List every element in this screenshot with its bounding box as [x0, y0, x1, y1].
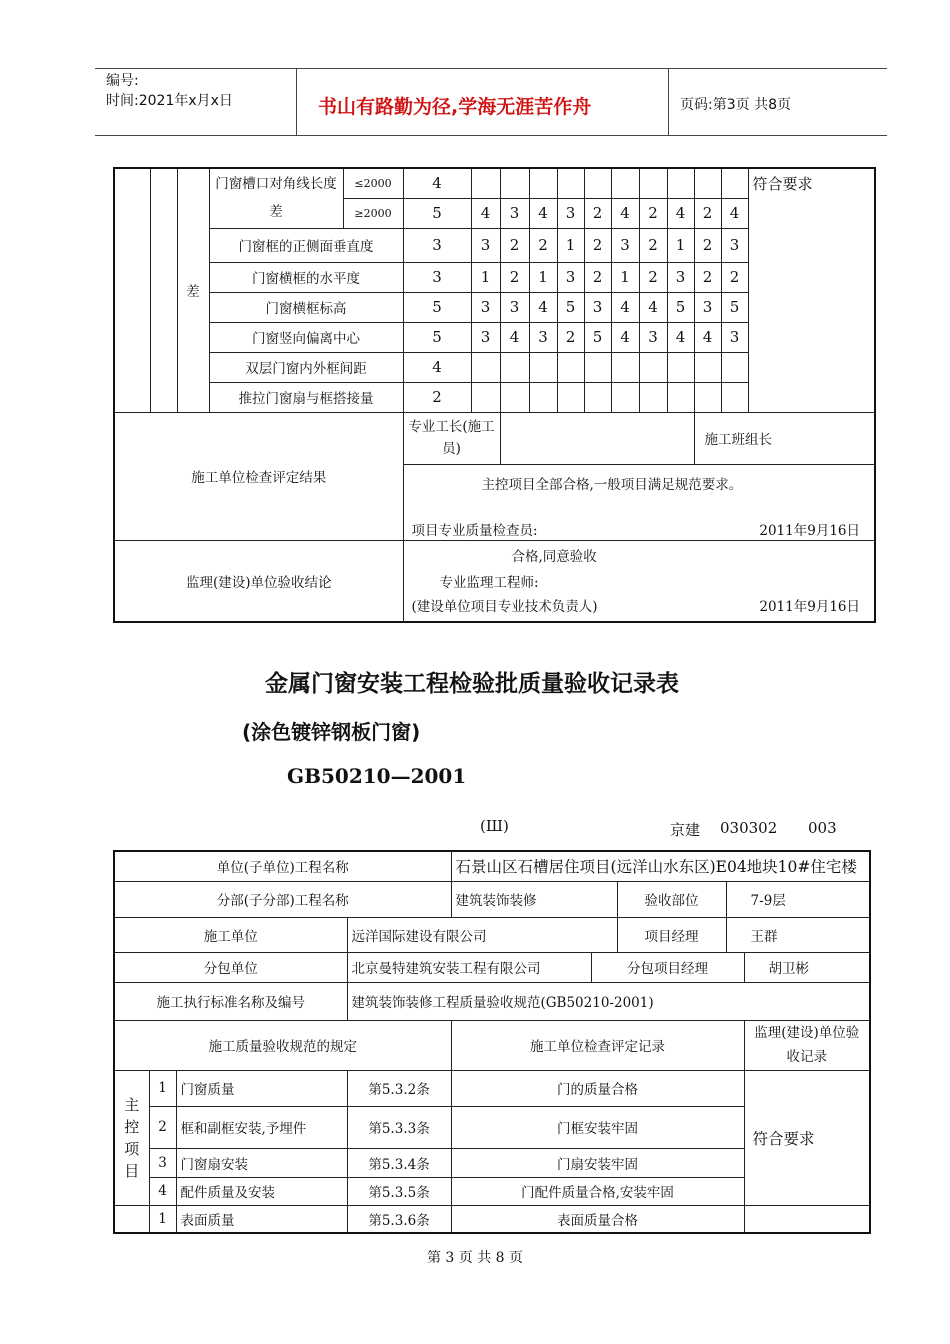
code-sequence: 003 — [808, 819, 837, 837]
item-name: 配件质量及安装 — [176, 1177, 347, 1205]
deviation-table — [113, 167, 876, 623]
measure-cell: 4 — [529, 198, 557, 228]
pm-value: 王群 — [726, 917, 870, 952]
item-record: 门配件质量合格,安装牢固 — [451, 1177, 744, 1205]
row-item-label: 门窗横框的水平度 — [209, 262, 403, 292]
division-label: 分部(子分部)工程名称 — [114, 881, 451, 917]
sub-pm-label: 分包项目经理 — [591, 952, 744, 982]
row-allowance: 2 — [403, 382, 471, 412]
item-record: 门的质量合格 — [451, 1070, 744, 1106]
measure-cell: 5 — [584, 322, 611, 352]
measure-cell — [694, 168, 721, 198]
measure-cell — [471, 168, 500, 198]
item-clause: 第5.3.3条 — [347, 1106, 451, 1148]
deviation-side-label: 差 — [177, 168, 209, 412]
division-value: 建筑装饰装修 — [451, 881, 617, 917]
supervision-engineer-label: 专业监理工程师: — [439, 574, 539, 591]
eval-result-text: 主控项目全部合格,一般项目满足规范要求。 — [481, 476, 743, 493]
item-record: 门框安装牢固 — [451, 1106, 744, 1148]
supervision-date: 2011年9月16日 — [759, 598, 860, 615]
row-item-label: 门窗框的正侧面垂直度 — [209, 228, 403, 262]
measure-cell: 1 — [529, 262, 557, 292]
measure-cell: 4 — [639, 292, 667, 322]
measure-cell: 3 — [471, 228, 500, 262]
row-item-label: 推拉门窗扇与框搭接量 — [209, 382, 403, 412]
page-title: 金属门窗安装工程检验批质量验收记录表 — [265, 671, 679, 697]
row-allowance: 4 — [403, 352, 471, 382]
row-allowance: 5 — [403, 198, 471, 228]
measure-cell: 3 — [611, 228, 639, 262]
page-subtitle: (涂色镀锌钢板门窗) — [242, 720, 421, 744]
item-clause: 第5.3.4条 — [347, 1148, 451, 1177]
measure-cell: 4 — [611, 198, 639, 228]
measure-cell: 4 — [721, 198, 748, 228]
code-label: 京建 — [670, 821, 701, 839]
row-item-label: 门窗横框标高 — [209, 292, 403, 322]
measure-cell: 4 — [667, 198, 694, 228]
row-item-label: 门窗竖向偏离中心 — [209, 322, 403, 352]
code-number: 030302 — [720, 819, 778, 837]
item-number: 1 — [149, 1070, 176, 1106]
page-number-label: 页码:第3页 共8页 — [680, 97, 791, 113]
contractor-value: 远洋国际建设有限公司 — [347, 917, 617, 952]
row-allowance: 5 — [403, 292, 471, 322]
row-sub-label: ≥2000 — [343, 198, 403, 228]
item-name: 门窗扇安装 — [176, 1148, 347, 1177]
measure-cell: 5 — [721, 292, 748, 322]
sub-pm-value: 胡卫彬 — [744, 952, 870, 982]
row-allowance: 3 — [403, 262, 471, 292]
supervision-header: 监理(建设)单位验收记录 — [744, 1020, 870, 1070]
standard-label: 施工执行标准名称及编号 — [114, 982, 347, 1020]
measure-cell: 3 — [500, 292, 529, 322]
record-header: 施工单位检查评定记录 — [451, 1020, 744, 1070]
spec-header: 施工质量验收规范的规定 — [114, 1020, 451, 1070]
item-number: 2 — [149, 1106, 176, 1148]
pm-label: 项目经理 — [617, 917, 726, 952]
team-leader-label: 施工班组长 — [694, 412, 875, 464]
doc-time-label: 时间:2021年x月x日 — [106, 93, 233, 109]
measure-cell: 4 — [694, 322, 721, 352]
measure-cell: 3 — [557, 262, 584, 292]
measure-cell: 2 — [639, 262, 667, 292]
eval-result-cell — [403, 464, 875, 540]
measure-cell: 4 — [471, 198, 500, 228]
measure-cell: 3 — [557, 198, 584, 228]
measure-cell: 4 — [611, 322, 639, 352]
item-clause: 第5.3.6条 — [347, 1205, 451, 1233]
header-motto: 书山有路勤为径,学海无涯苦作舟 — [318, 96, 592, 118]
doc-number-label: 编号: — [106, 73, 139, 89]
measure-cell: 3 — [721, 228, 748, 262]
item-number: 4 — [149, 1177, 176, 1205]
item-clause: 第5.3.2条 — [347, 1070, 451, 1106]
item-number: 3 — [149, 1148, 176, 1177]
accept-part-label: 验收部位 — [617, 881, 726, 917]
measure-cell: 2 — [557, 322, 584, 352]
measure-cell: 1 — [667, 228, 694, 262]
measure-cell: 1 — [557, 228, 584, 262]
main-control-label: 主控项目 — [114, 1070, 149, 1205]
measure-cell: 4 — [611, 292, 639, 322]
measure-cell: 2 — [529, 228, 557, 262]
measure-cell — [529, 168, 557, 198]
row-allowance: 4 — [403, 168, 471, 198]
supervision-cell — [403, 540, 875, 622]
measure-cell — [667, 168, 694, 198]
measure-cell: 2 — [584, 228, 611, 262]
measure-cell — [500, 168, 529, 198]
supervision-text: 合格,同意验收 — [511, 548, 597, 565]
measure-cell: 4 — [529, 292, 557, 322]
unit-name-label: 单位(子单位)工程名称 — [114, 851, 451, 881]
standard-value: 建筑装饰装修工程质量验收规范(GB50210-2001) — [347, 982, 870, 1020]
standard-code: GB50210—2001 — [287, 764, 467, 788]
row-sub-label: ≤2000 — [343, 168, 403, 198]
measure-cell — [639, 168, 667, 198]
unit-name-value: 石景山区石槽居住项目(远洋山水东区)E04地块10#住宅楼 — [451, 851, 870, 881]
main-conformity: 符合要求 — [744, 1070, 870, 1205]
measure-cell: 4 — [667, 322, 694, 352]
measure-cell: 5 — [667, 292, 694, 322]
item-name: 框和副框安装,予埋件 — [176, 1106, 347, 1148]
conformity-text: 符合要求 — [748, 168, 875, 412]
measure-cell: 3 — [529, 322, 557, 352]
measure-cell: 2 — [639, 198, 667, 228]
measure-cell: 2 — [694, 262, 721, 292]
item-clause: 第5.3.5条 — [347, 1177, 451, 1205]
foreman-label: 专业工长(施工员) — [403, 412, 500, 464]
row-item-label: 双层门窗内外框间距 — [209, 352, 403, 382]
measure-cell: 2 — [721, 262, 748, 292]
measure-cell: 2 — [694, 198, 721, 228]
roman-numeral: (Ш) — [480, 817, 509, 835]
measure-cell: 4 — [500, 322, 529, 352]
supervision-label: 监理(建设)单位验收结论 — [114, 540, 403, 622]
supervision-owner-label: (建设单位项目专业技术负责人) — [411, 598, 598, 615]
measure-cell: 3 — [471, 292, 500, 322]
row-item-label: 门窗槽口对角线长度差 — [209, 168, 343, 228]
item-name: 门窗质量 — [176, 1070, 347, 1106]
eval-result-label: 施工单位检查评定结果 — [114, 412, 403, 540]
row-allowance: 5 — [403, 322, 471, 352]
measure-cell: 5 — [557, 292, 584, 322]
measure-cell: 1 — [471, 262, 500, 292]
item-number: 1 — [149, 1205, 176, 1233]
measure-cell: 2 — [584, 198, 611, 228]
page-footer: 第 3 页 共 8 页 — [426, 1250, 524, 1266]
measure-cell: 3 — [667, 262, 694, 292]
eval-date: 2011年9月16日 — [759, 522, 860, 539]
measure-cell: 2 — [500, 262, 529, 292]
item-record: 表面质量合格 — [451, 1205, 744, 1233]
measure-cell: 3 — [584, 292, 611, 322]
measure-cell: 2 — [639, 228, 667, 262]
measure-cell — [557, 168, 584, 198]
item-record: 门扇安装牢固 — [451, 1148, 744, 1177]
measure-cell — [611, 168, 639, 198]
inspector-label: 项目专业质量检查员: — [411, 522, 538, 539]
measure-cell: 2 — [694, 228, 721, 262]
measure-cell: 3 — [721, 322, 748, 352]
row-allowance: 3 — [403, 228, 471, 262]
measure-cell: 3 — [471, 322, 500, 352]
contractor-label: 施工单位 — [114, 917, 347, 952]
item-name: 表面质量 — [176, 1205, 347, 1233]
measure-cell — [584, 168, 611, 198]
measure-cell: 1 — [611, 262, 639, 292]
subcontractor-value: 北京曼特建筑安装工程有限公司 — [347, 952, 591, 982]
measure-cell: 2 — [584, 262, 611, 292]
inspection-record-table — [113, 850, 871, 1234]
measure-cell: 2 — [500, 228, 529, 262]
measure-cell: 3 — [639, 322, 667, 352]
subcontractor-label: 分包单位 — [114, 952, 347, 982]
accept-part-value: 7-9层 — [726, 881, 870, 917]
measure-cell: 3 — [694, 292, 721, 322]
measure-cell: 3 — [500, 198, 529, 228]
measure-cell — [721, 168, 748, 198]
